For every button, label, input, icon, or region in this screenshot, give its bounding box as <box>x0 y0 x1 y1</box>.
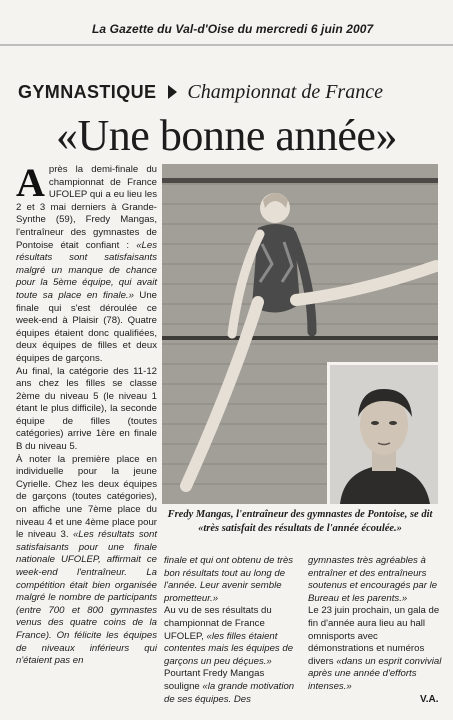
masthead <box>0 0 453 44</box>
paragraph <box>164 605 300 706</box>
text-run: À noter la première place en individuelle pour la jeune Cyrielle. Chez les deux équipes de garçons (toutes catégories), on affiche une 7ème place du niveau 4 et une 4ème place pour le niveau 3. <box>16 453 157 541</box>
paragraph <box>308 605 444 693</box>
text-run: Une finale qui s'est déroulée ce week-end à Plaisir (78). Quatre équipes étaient donc qualifiées, deux équipes de filles et deux équipes de garçons. <box>16 289 157 364</box>
drop-cap: A <box>16 160 45 205</box>
triangle-right-icon <box>168 85 177 99</box>
paragraph: Au final, la catégorie des 11-12 ans chez les filles se classe 2ème du niveau 5 (le niveau 1 étant le plus difficile), la seconde équipe de filles (toutes catégories) arrive 1ère en finale B du niveau 5. <box>16 365 157 453</box>
paragraph <box>308 555 444 605</box>
section-label: GYMNASTIQUE <box>18 81 157 102</box>
masthead-rule <box>0 44 453 46</box>
coach-portrait <box>327 362 438 504</box>
text-run: Pourtant Fredy Mangas souligne <box>164 668 265 692</box>
article-photo <box>162 164 438 504</box>
quote: «Les résultats sont satisfaisants malgré un manque de chance pour la 5ème équipe, qui avait toute sa place en finale.» <box>16 239 157 301</box>
quote: «les filles étaient contentes mais les équipes de garçons un peu déçues.» <box>164 630 294 667</box>
quote: «dans un esprit convivial après une année d'efforts intenses.» <box>308 655 442 692</box>
text-run: Le 23 juin prochain, un gala de fin d'année aura lieu au hall omnisports avec démonstrations et numéros divers <box>308 605 440 667</box>
paragraph <box>16 454 157 668</box>
coach-portrait-image <box>330 365 438 504</box>
quote: gymnastes très agréables à entraîner et des entraîneurs soutenus et encouragés par le Bureau et les parents.» <box>308 555 438 604</box>
quote: finale et qui ont obtenu de très bon résultats tout au long de l'année. Leur avenir semble prometteur.» <box>164 555 294 604</box>
publication-line: La Gazette du Val-d'Oise du mercredi 6 juin 2007 <box>92 22 374 36</box>
article-column-1 <box>16 160 157 668</box>
photo-caption: Fredy Mangas, l'entraîneur des gymnastes de Pontoise, se dit «très satisfait des résultats de l'année écoulée.» <box>167 509 433 534</box>
paragraph <box>16 160 157 366</box>
subsection-label: Championnat de France <box>187 80 383 103</box>
quote: «la grande motivation de ses équipes. Des <box>164 680 295 705</box>
text-run: près la demi-finale du championnat de France UFOLEP qui a eu lieu les 2 et 3 mai derniers à Grande-Synthe (59), Fredy Mangas, l'entraîneur des gymnastes de Pontoise était confiant : <box>16 164 157 251</box>
author-signature: V.A. <box>420 694 439 705</box>
article-headline: «Une bonne année» <box>56 111 397 160</box>
paragraph <box>164 555 300 605</box>
text-run: Au vu de ses résultats du championnat de France UFOLEP, <box>164 605 272 642</box>
quote: «Les résultats sont satisfaisants pour une finale nationale UFOLEP, affirmait ce week-end l'entraîneur. La compétition était bien organisée malgré le nombre de participants (entre 700 et 800 gymnastes venus des quatre coins de la France). On félicite les équipes de niveaux inférieurs qui n'étaient pas en <box>16 529 157 667</box>
article-column-2 <box>164 555 300 706</box>
article-column-3 <box>308 555 444 694</box>
rubric <box>18 80 448 104</box>
